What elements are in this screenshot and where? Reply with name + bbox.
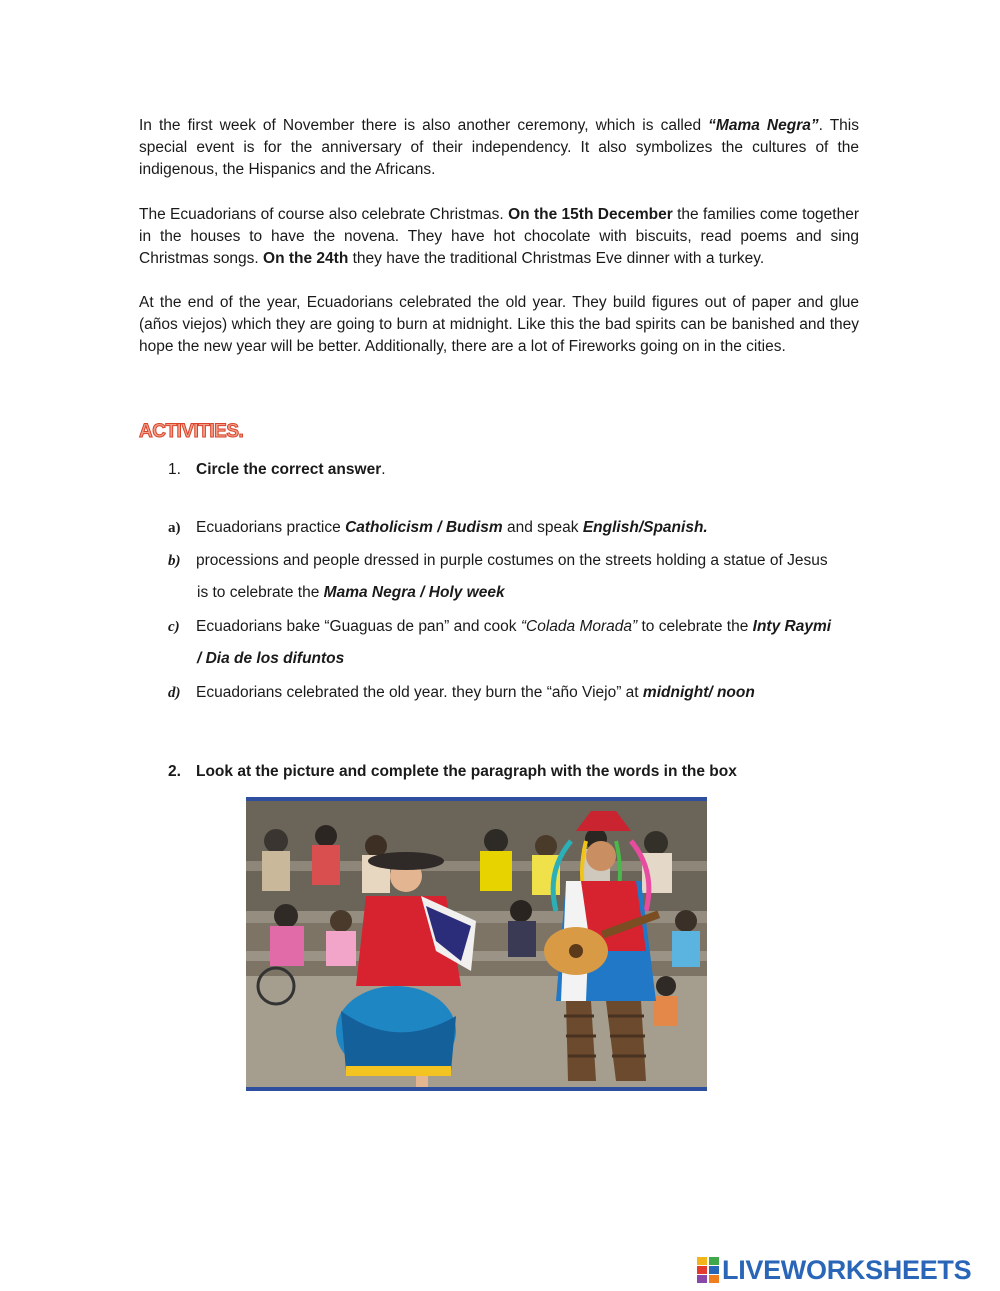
question-1-title: Circle the correct answer bbox=[196, 461, 382, 478]
dancers-illustration bbox=[246, 801, 707, 1087]
answer-option-religion[interactable]: Catholicism / Budism bbox=[345, 519, 503, 536]
item-marker: c) bbox=[168, 619, 180, 635]
answer-option-time[interactable]: midnight/ noon bbox=[642, 684, 755, 701]
question-1-item-a: a) Ecuadorians practice Catholicism / Budism and speak English/Spanish. bbox=[168, 519, 708, 536]
question-2-heading bbox=[168, 763, 737, 781]
liveworksheets-logo-text: LIVEWORKSHEETS bbox=[722, 1254, 972, 1285]
activities-heading: ACTIVITIES. bbox=[139, 421, 244, 442]
date-24th: On the 24th bbox=[263, 250, 349, 267]
question-1-item-b-continued: is to celebrate the Mama Negra / Holy week bbox=[197, 584, 505, 601]
festival-dancers-photo bbox=[246, 797, 707, 1091]
question-1-heading: 1. Circle the correct answer. bbox=[168, 461, 386, 478]
item-marker: b) bbox=[168, 553, 181, 569]
item-marker: a) bbox=[168, 520, 181, 536]
question-1-number: 1. bbox=[168, 461, 181, 478]
paragraph-old-year: At the end of the year, Ecuadorians celebrated the old year. They build figures out of paper and glue (años viejos) which they are going to burn at midnight. Like this the bad spirits can be banished and they hope the new year will be better. Additionally, there are a lot of Fireworks going on in the cities. bbox=[139, 294, 859, 355]
date-15th-december: On the 15th December bbox=[508, 206, 673, 223]
paragraph-mama-negra: In the first week of November there is also another ceremony, which is called “Mama Negra”. This special event is for the anniversary of their independency. It also symbolizes the cultures of the indigenous, the Hispanics and the Africans. bbox=[139, 117, 859, 178]
question-1-item-c-continued bbox=[197, 650, 344, 668]
question-2-number: 2. bbox=[168, 763, 181, 780]
answer-option-festival-part1[interactable]: Inty Raymi bbox=[752, 618, 832, 635]
answer-option-festival-part2[interactable]: / Dia de los difuntos bbox=[197, 650, 345, 667]
liveworksheets-logo-icon bbox=[697, 1257, 719, 1283]
question-1-item-c: c) Ecuadorians bake “Guaguas de pan” and cook “Colada Morada” to celebrate the Inty Raymi bbox=[168, 618, 832, 635]
mama-negra-emphasis: “Mama Negra” bbox=[708, 117, 819, 134]
question-1-item-b: b) processions and people dressed in purple costumes on the streets holding a statue of Jesus bbox=[168, 552, 828, 569]
answer-option-celebration[interactable]: Mama Negra / Holy week bbox=[323, 584, 505, 601]
question-1-item-d: d) Ecuadorians celebrated the old year. they burn the “año Viejo” at midnight/ noon bbox=[168, 684, 755, 701]
question-2-title: Look at the picture and complete the paragraph with the words in the box bbox=[196, 763, 737, 780]
item-marker: d) bbox=[168, 685, 181, 701]
liveworksheets-logo bbox=[697, 1255, 971, 1285]
answer-option-language[interactable]: English/Spanish. bbox=[582, 519, 708, 536]
paragraph-christmas: The Ecuadorians of course also celebrate Christmas. On the 15th December the families come together in the houses to have the novena. They have hot chocolate with biscuits, read poems and sing Christmas songs. On the 24th they have the traditional Christmas Eve dinner with a turkey. bbox=[139, 206, 860, 267]
